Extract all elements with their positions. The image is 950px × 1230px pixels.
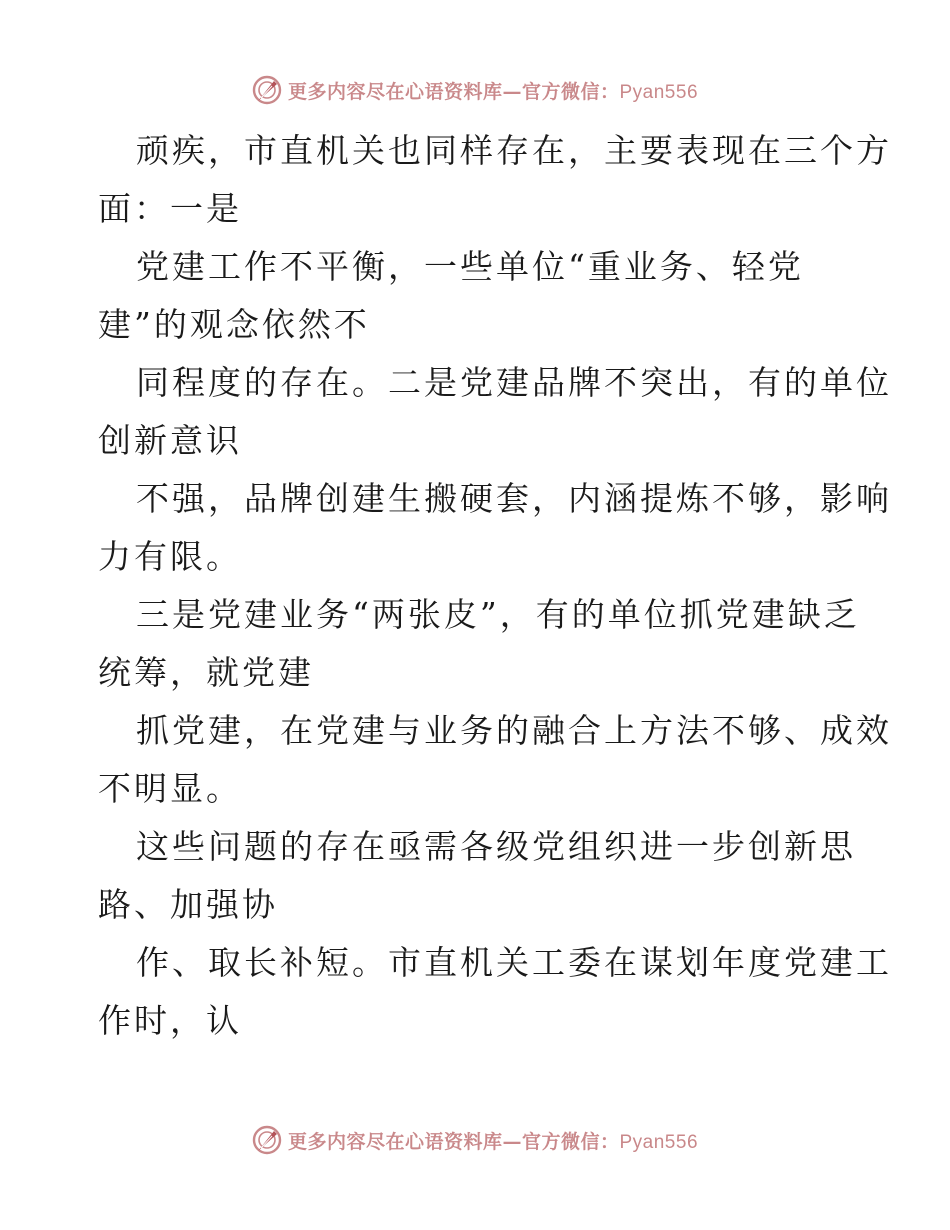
text-line: 同程度的存在。二是党建品牌不突出，有的单位 [136,363,892,402]
text-line: 面：一是 [98,189,242,228]
text-line: 建”的观念依然不 [98,305,370,344]
text-line: 统筹，就党建 [98,653,314,692]
text-line: 路、加强协 [98,885,278,924]
text-line: 创新意识 [98,421,242,460]
text-line: 不强，品牌创建生搬硬套，内涵提炼不够，影响 [136,479,892,518]
text-line: 顽疾，市直机关也同样存在，主要表现在三个方 [136,131,892,170]
document-body [98,122,892,1050]
quill-logo-icon [252,75,282,105]
text-line: 党建工作不平衡，一些单位“重业务、轻党 [136,247,804,286]
watermark-header [0,70,950,110]
watermark-text: 更多内容尽在心语资料库—官方微信：Pyan556 [287,80,699,103]
text-line: 这些问题的存在亟需各级党组织进一步创新思 [136,827,856,866]
text-line: 抓党建，在党建与业务的融合上方法不够、成效 [136,711,892,750]
watermark-text: 更多内容尽在心语资料库—官方微信：Pyan556 [287,1130,699,1153]
quill-logo-icon [252,1125,282,1155]
text-line: 不明显。 [98,769,242,808]
text-line: 作时，认 [98,1001,242,1040]
text-line: 三是党建业务“两张皮”，有的单位抓党建缺乏 [136,595,860,634]
watermark-footer [0,1120,950,1160]
text-line: 作、取长补短。市直机关工委在谋划年度党建工 [136,943,892,982]
text-line: 力有限。 [98,537,242,576]
